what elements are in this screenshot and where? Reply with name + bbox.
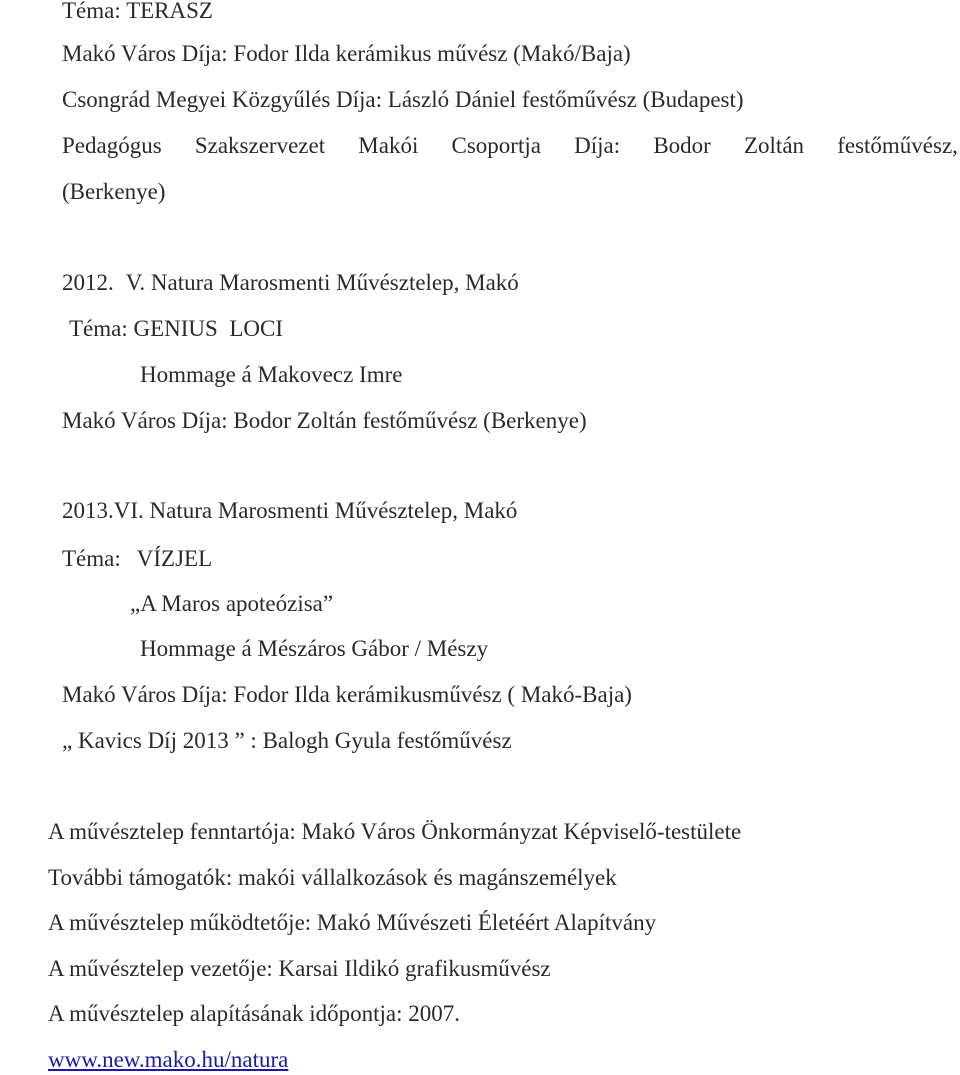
tema-value: VÍZJEL	[136, 546, 213, 571]
natura-link[interactable]: www.new.mako.hu/natura	[48, 1047, 289, 1072]
tamogatok: További támogatók: makói vállalkozások és magánszemélyek	[48, 865, 617, 890]
alapitas: A művésztelep alapításának időpontja: 2007.	[48, 1001, 460, 1026]
word: Bodor	[653, 133, 711, 158]
award-mako-2013: Makó Város Díja: Fodor Ilda kerámikusművész ( Makó-Baja)	[62, 682, 632, 707]
award-pedagogus-2011	[62, 132, 958, 160]
award-pedagogus-cont-2011: (Berkenye)	[62, 179, 166, 204]
tema-genius-loci: Téma: GENIUS LOCI	[69, 316, 283, 341]
heading-year: 2012.	[62, 270, 114, 295]
word: Makói	[358, 133, 419, 158]
award-mako-2012: Makó Város Díja: Bodor Zoltán festőművész (Berkenye)	[62, 408, 587, 433]
tema-label: Téma:	[62, 546, 121, 571]
heading-year: 2013.	[62, 498, 114, 523]
award-kavics-2013: „ Kavics Díj 2013 ” : Balogh Gyula festőművész	[62, 728, 512, 753]
tema-terasz: Téma: TERASZ	[62, 0, 213, 23]
subtitle-maros: „A Maros apoteózisa”	[130, 591, 334, 616]
word: Pedagógus	[62, 133, 162, 158]
word: Díja:	[574, 133, 621, 158]
heading-title: V. Natura Marosmenti Művésztelep, Makó	[125, 270, 519, 295]
word: Szakszervezet	[194, 133, 326, 158]
word: Zoltán	[743, 133, 805, 158]
word: Csoportja	[451, 133, 541, 158]
heading-2012	[62, 269, 519, 297]
heading-2013	[62, 497, 517, 525]
hommage-meszaros: Hommage á Mészáros Gábor / Mészy	[140, 636, 489, 661]
vezeto: A művésztelep vezetője: Karsai Ildikó grafikusművész	[48, 956, 551, 981]
mukodteto: A művésztelep működtetője: Makó Művészeti Életéért Alapítvány	[48, 910, 657, 935]
hommage-makovecz: Hommage á Makovecz Imre	[140, 362, 403, 387]
award-mako-2011: Makó Város Díja: Fodor Ilda kerámikus művész (Makó/Baja)	[62, 41, 631, 66]
tema-vizjel	[62, 545, 212, 573]
heading-title: VI. Natura Marosmenti Művésztelep, Makó	[113, 498, 518, 523]
word: festőművész,	[837, 133, 958, 158]
award-csongrad-2011: Csongrád Megyei Közgyűlés Díja: László Dániel festőművész (Budapest)	[62, 87, 744, 112]
fenntarto: A művésztelep fenntartója: Makó Város Önkormányzat Képviselő-testülete	[48, 819, 742, 844]
